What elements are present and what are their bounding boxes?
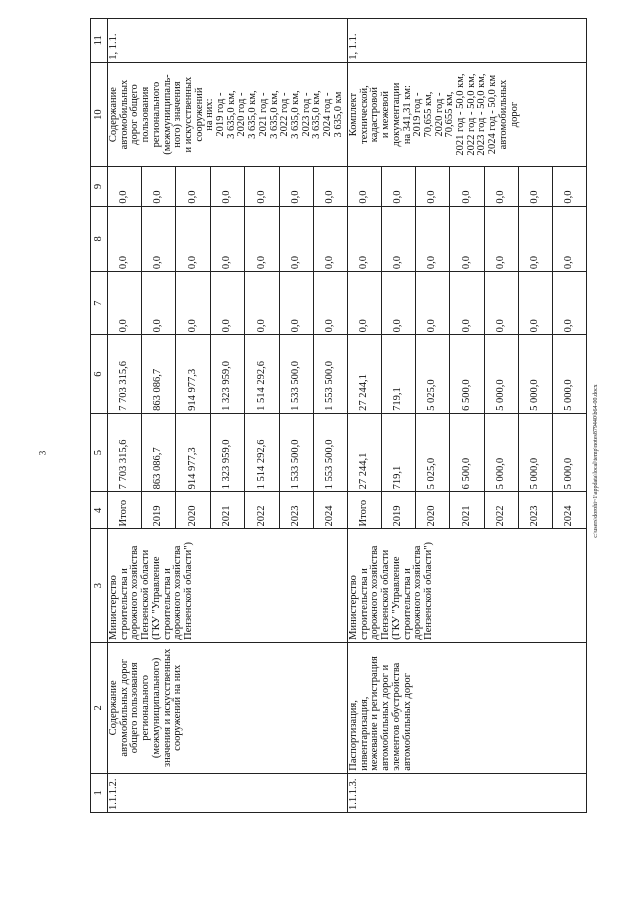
amount: 0,0 <box>176 272 211 334</box>
amount: 0,0 <box>381 272 415 334</box>
table-row <box>108 19 348 813</box>
amount: 1 323 959,0 <box>210 414 245 492</box>
amount: 5 000,0 <box>563 379 575 411</box>
amount: 0,0 <box>415 272 449 334</box>
amount: 0,0 <box>279 272 314 334</box>
amount: 0,0 <box>108 207 141 271</box>
year: 2021 <box>210 492 245 528</box>
amount: 0,0 <box>348 167 381 205</box>
amount: 0,0 <box>108 272 141 334</box>
amount: 0,0 <box>324 190 336 204</box>
amount: 6 500,0 <box>450 414 484 492</box>
page-number: 3 <box>37 450 48 456</box>
amount: 0,0 <box>415 207 449 271</box>
amount: 0,0 <box>324 255 336 270</box>
amount: 0,0 <box>245 272 280 334</box>
year: 2023 <box>519 492 553 528</box>
amount: 719,1 <box>381 414 415 492</box>
amount: 0,0 <box>279 207 314 271</box>
amount: 7 703 315,6 <box>108 335 141 413</box>
header-cell: 11 <box>91 19 108 63</box>
amount: 0,0 <box>381 207 415 271</box>
rotated-table-sheet <box>90 18 587 813</box>
row-number: 1.1.1.3. <box>348 773 587 812</box>
amount: 0,0 <box>141 167 176 205</box>
total-funding-cell <box>108 413 348 492</box>
executor: Министерство строительства и дорожного хозяйства Пензенской области (ГКУ "Управление строительства и дорожного хозяйства Пензенской области") <box>108 529 348 642</box>
amount: 5 025,0 <box>415 414 449 492</box>
header-cell: 5 <box>91 413 108 492</box>
total-funding-cell <box>348 413 587 492</box>
amount: 7 703 315,6 <box>108 414 141 492</box>
amount: 5 000,0 <box>519 335 553 413</box>
amount: 0,0 <box>348 207 381 271</box>
amount: 0,0 <box>563 190 575 204</box>
executor: Министерство строительства и дорожного хозяйства Пензенской области (ГКУ "Управление строительства и дорожного хозяйства Пензенской области") <box>348 529 587 642</box>
amount: 0,0 <box>324 319 336 333</box>
amount: 1 553 500,0 <box>324 360 336 411</box>
header-cell: 10 <box>91 62 108 167</box>
header-cell: 4 <box>91 492 108 529</box>
amount: 1 553 500,0 <box>324 439 336 490</box>
amount: 0,0 <box>141 272 176 334</box>
col8-cell <box>348 206 587 271</box>
amount: 6 500,0 <box>450 335 484 413</box>
amount: 0,0 <box>279 167 314 205</box>
year: Итого <box>108 492 141 528</box>
year: 2022 <box>484 492 518 528</box>
link-ref: 1, 1.1. <box>348 19 587 63</box>
amount: 0,0 <box>210 207 245 271</box>
amount: 0,0 <box>450 207 484 271</box>
header-cell: 2 <box>91 642 108 773</box>
indicator-text: Комплект технической, кадастровой и межевой документации на 341,31 км: 2019 год - 70,655 км, 2020 год - 70,655 км, 2021 год - 50,0 км, 2022 год - 50,0 км, 2023 год - 50,0 км, 2024 год - 50,0 км автомобильных дорог <box>348 62 587 167</box>
year: 2020 <box>415 492 449 528</box>
amount: 5 000,0 <box>484 335 518 413</box>
year: 2024 <box>563 505 575 527</box>
row-number: 1.1.1.2. <box>108 773 348 812</box>
amount: 5 025,0 <box>415 335 449 413</box>
measure-name: Паспортизация, инвентаризация, межевание и регистрация автомобильных дорог и элементов обустройства автомобильных дорог <box>348 642 587 773</box>
amount: 0,0 <box>210 272 245 334</box>
amount: 0,0 <box>484 272 518 334</box>
col7-cell <box>108 272 348 335</box>
amount: 0,0 <box>563 255 575 270</box>
year: 2020 <box>176 492 211 528</box>
amount: 27 244,1 <box>348 414 381 492</box>
col9-cell <box>108 167 348 206</box>
amount: 0,0 <box>484 207 518 271</box>
amount: 0,0 <box>176 207 211 271</box>
amount: 0,0 <box>141 207 176 271</box>
header-row <box>91 19 108 813</box>
regional-funding-cell <box>108 335 348 414</box>
header-cell: 8 <box>91 206 108 271</box>
amount: 0,0 <box>450 272 484 334</box>
col7-cell <box>348 272 587 335</box>
amount: 27 244,1 <box>348 335 381 413</box>
year: 2023 <box>279 492 314 528</box>
col8-cell <box>108 206 348 271</box>
measure-name: Содержание автомобильных дорог общего пользования регионального (межмуниципального) значения и искусственных сооружений на них <box>108 642 348 773</box>
header-cell: 7 <box>91 272 108 335</box>
program-table <box>90 18 587 813</box>
amount: 5 000,0 <box>563 457 575 490</box>
year: 2022 <box>245 492 280 528</box>
years-cell <box>348 492 587 529</box>
amount: 0,0 <box>381 167 415 205</box>
amount: 1 514 292,6 <box>245 335 280 413</box>
amount: 0,0 <box>245 207 280 271</box>
amount: 0,0 <box>519 167 553 205</box>
amount: 0,0 <box>108 167 141 205</box>
amount: 0,0 <box>348 272 381 334</box>
amount: 1 323 959,0 <box>210 335 245 413</box>
amount: 0,0 <box>450 167 484 205</box>
amount: 863 086,7 <box>141 414 176 492</box>
year: 2019 <box>141 492 176 528</box>
header-cell: 1 <box>91 773 108 812</box>
amount: 1 533 500,0 <box>279 414 314 492</box>
amount: 5 000,0 <box>484 414 518 492</box>
amount: 0,0 <box>415 167 449 205</box>
amount: 719,1 <box>381 335 415 413</box>
header-cell: 6 <box>91 335 108 414</box>
amount: 0,0 <box>519 272 553 334</box>
header-cell: 3 <box>91 529 108 642</box>
link-ref: 1, 1.1. <box>108 19 348 63</box>
amount: 863 086,7 <box>141 335 176 413</box>
amount: 5 000,0 <box>519 414 553 492</box>
file-path-footer: c:\users\dorohi~1\appdata\local\temp\notes879440\b64-00.docx <box>593 384 599 538</box>
year: 2019 <box>381 492 415 528</box>
amount: 1 533 500,0 <box>279 335 314 413</box>
amount: 0,0 <box>245 167 280 205</box>
year: 2021 <box>450 492 484 528</box>
years-cell <box>108 492 348 529</box>
amount: 0,0 <box>484 167 518 205</box>
header-cell: 9 <box>91 167 108 206</box>
amount: 914 977,3 <box>176 335 211 413</box>
col9-cell <box>348 167 587 206</box>
amount: 0,0 <box>519 207 553 271</box>
amount: 1 514 292,6 <box>245 414 280 492</box>
amount: 0,0 <box>210 167 245 205</box>
table-row <box>348 19 587 813</box>
year: 2024 <box>324 505 336 527</box>
amount: 0,0 <box>563 319 575 333</box>
amount: 914 977,3 <box>176 414 211 492</box>
year: Итого <box>348 492 381 528</box>
amount: 0,0 <box>176 167 211 205</box>
indicator-text: Содержание автомобильных дорог общего пользования регионального (межмуниципаль- ного) значения и искусственных сооружений на них: 2019 год - 3 635,0 км, 2020 год - 3 635,0 км, 2021 год - 3 635,0 км, 2022 год - 3 635,0 км, 2023 год - 3 635,0 км, 2024 год - 3 635,0 км <box>108 62 348 167</box>
regional-funding-cell <box>348 335 587 414</box>
